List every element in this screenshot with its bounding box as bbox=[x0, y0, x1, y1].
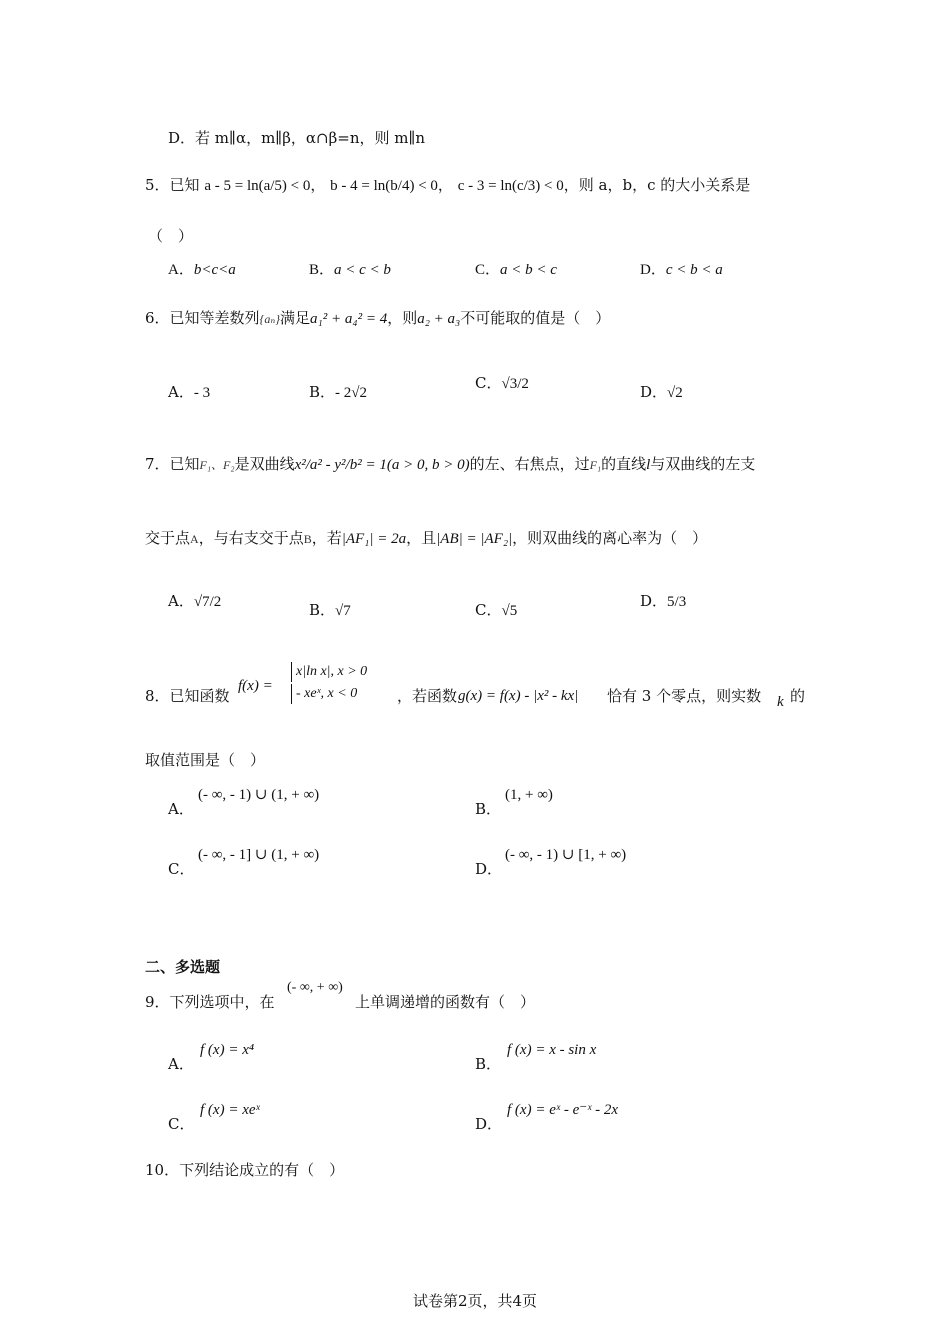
condition-b: b - 4 = ln(b/4) < 0 bbox=[330, 178, 438, 194]
question-8-line-2: 取值范围是（ ） bbox=[145, 751, 266, 769]
option-label: D． bbox=[168, 129, 196, 147]
q6-option-d: D．√2 bbox=[640, 383, 683, 401]
q7-option-c: C．√5 bbox=[475, 601, 518, 619]
question-10: 10．下列结论成立的有（ ） bbox=[145, 1161, 345, 1179]
q7-option-d: D．5/3 bbox=[640, 592, 687, 610]
question-6: 6．已知等差数列{aₙ}满足a₁² + a₄² = 4，则a₂ + a₃不可能取的值是（ ） bbox=[145, 309, 611, 327]
q5-option-a: A．b<c<a bbox=[168, 262, 236, 278]
question-number: 6．已知等差数列 bbox=[145, 309, 260, 327]
interval: (- ∞, + ∞) bbox=[287, 980, 343, 995]
q4-option-d bbox=[168, 128, 425, 148]
question-7-line-1: 7．已知F₁、F₂是双曲线x²/a² - y²/b² = 1(a > 0, b > 0)的左、右焦点，过F₁的直线l与双曲线的左支 bbox=[145, 455, 756, 473]
condition-c: c - 3 = ln(c/3) < 0 bbox=[457, 178, 564, 194]
piece-1: x|ln x|, x > 0 bbox=[291, 662, 367, 682]
foci: F₁、F₂ bbox=[199, 458, 235, 472]
condition-2: |AB| = |AF₂| bbox=[436, 531, 513, 547]
section-title: 二、多选题 bbox=[145, 958, 221, 976]
q7-option-a: A．√7/2 bbox=[168, 592, 222, 610]
q6-option-a: A．- 3 bbox=[168, 383, 211, 401]
condition: a₁² + a₄² = 4 bbox=[310, 311, 388, 327]
q5-option-c: C．a < b < c bbox=[475, 262, 557, 278]
function-g: g(x) = f(x) - |x² - kx| bbox=[458, 688, 579, 704]
hyperbola-equation: x²/a² - y²/b² = 1(a > 0, b > 0) bbox=[294, 457, 470, 473]
sequence: {aₙ} bbox=[259, 312, 281, 326]
question-number: 8．已知函数 bbox=[145, 687, 230, 705]
q5-option-b: B．a < c < b bbox=[309, 262, 391, 278]
q5-option-d: D．c < b < a bbox=[640, 262, 723, 278]
q7-option-b: B．√7 bbox=[309, 601, 351, 619]
question-number: 5．已知 bbox=[145, 176, 200, 194]
question-number: 7．已知 bbox=[145, 455, 200, 473]
q6-option-b: B．- 2√2 bbox=[309, 383, 368, 401]
piece-2: - xeˣ, x < 0 bbox=[291, 684, 357, 704]
function-f: f(x) = bbox=[238, 678, 273, 694]
q5-paren: （ ） bbox=[148, 227, 194, 245]
condition-a: a - 5 = ln(a/5) < 0 bbox=[204, 178, 311, 194]
condition-1: |AF₁| = 2a bbox=[341, 531, 407, 547]
question-5: 5．已知 a - 5 = ln(a/5) < 0， b - 4 = ln(b/4) < 0， c - 3 = ln(c/3) < 0，则 a，b，c 的大小关系是 bbox=[145, 176, 751, 194]
question-7-line-2: 交于点A，与右支交于点B，若|AF₁| = 2a，且|AB| = |AF₂|，则双曲线的离心率为（ ） bbox=[145, 529, 708, 547]
expression: a₂ + a₃ bbox=[417, 311, 461, 327]
q6-option-c: C．√3/2 bbox=[475, 374, 529, 392]
option-text: 若 m∥α，m∥β，α∩β=n，则 m∥n bbox=[195, 129, 426, 147]
page-footer: 试卷第2页，共4页 bbox=[412, 1292, 538, 1310]
question-number: 9．下列选项中，在 bbox=[145, 993, 275, 1011]
question-tail: ，则 a，b，c 的大小关系是 bbox=[563, 176, 751, 194]
